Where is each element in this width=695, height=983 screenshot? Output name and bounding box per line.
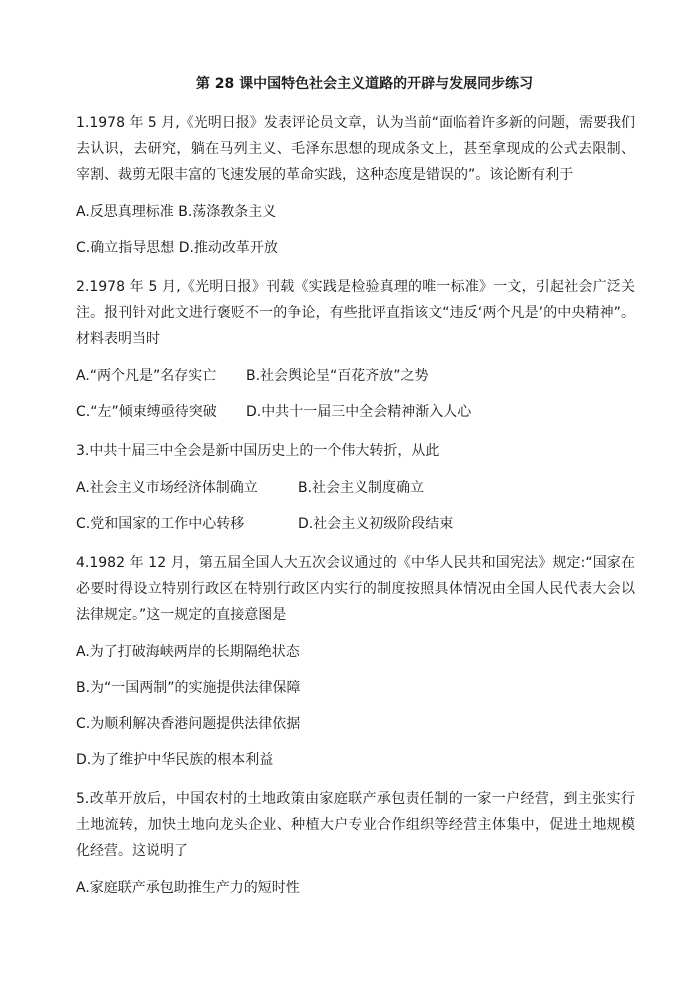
question-1 xyxy=(76,110,635,258)
question-1-stem: 1.1978 年 5 月,《光明日报》发表评论员文章，认为当前“面临着许多新的问题，需要我们去认识，去研究，躺在马列主义、毛泽东思想的现成条文上，甚至拿现成的公式去限制、宰割、裁剪无限丰富的飞速发展的革命实践，这种态度是错误的”。该论断有利于 xyxy=(76,115,635,183)
question-3-option-a: A.社会主义市场经济体制确立 xyxy=(76,480,258,496)
question-1-option-d: D.推动改革开放 xyxy=(178,240,278,256)
question-2-options-cd xyxy=(76,402,635,422)
question-4 xyxy=(76,550,635,770)
question-3 xyxy=(76,438,635,534)
question-3-option-c: C.党和国家的工作中心转移 xyxy=(76,516,245,532)
question-2 xyxy=(76,274,635,422)
question-3-option-b: B.社会主义制度确立 xyxy=(298,480,425,496)
question-4-option-c: C.为顺利解决香港问题提供法律依据 xyxy=(76,716,301,732)
question-2-option-d: D.中共十一届三中全会精神渐入人心 xyxy=(246,404,472,420)
question-4-option-a: A.为了打破海峡两岸的长期隔绝状态 xyxy=(76,644,300,660)
question-5 xyxy=(76,786,635,898)
question-5-option-a: A.家庭联产承包助推生产力的短时性 xyxy=(76,880,300,896)
question-2-options-ab xyxy=(76,366,635,386)
question-4-option-b: B.为“一国两制”的实施提供法律保障 xyxy=(76,680,301,696)
question-1-option-c: C.确立指导思想 xyxy=(76,240,175,256)
question-5-stem: 5.改革开放后，中国农村的土地政策由家庭联产承包责任制的一家一户经营，到主张实行土地流转，加快土地向龙头企业、种植大户专业合作组织等经营主体集中，促进土地规模化经营。这说明了 xyxy=(76,791,635,859)
question-3-option-d: D.社会主义初级阶段结束 xyxy=(298,516,454,532)
question-1-option-b: B.荡涤教条主义 xyxy=(178,204,277,220)
question-1-options-cd xyxy=(76,238,635,258)
question-3-options-cd xyxy=(76,514,635,534)
question-2-option-c: C.“左”倾束缚亟待突破 xyxy=(76,404,217,420)
question-2-option-a: A.“两个凡是”名存实亡 xyxy=(76,368,217,384)
question-3-stem: 3.中共十届三中全会是新中国历史上的一个伟大转折，从此 xyxy=(76,443,440,459)
question-2-stem: 2.1978 年 5 月,《光明日报》刊载《实践是检验真理的唯一标准》一文，引起社会广泛关注。报刊针对此文进行褒贬不一的争论，有些批评直指该文“违反‘两个凡是’的中央精神”。材料表明当时 xyxy=(76,279,635,347)
page-title: 第 28 课中国特色社会主义道路的开辟与发展同步练习 xyxy=(195,76,534,92)
question-1-options-ab xyxy=(76,202,635,222)
question-2-option-b: B.社会舆论呈“百花齐放”之势 xyxy=(246,368,429,384)
question-4-option-d: D.为了维护中华民族的根本利益 xyxy=(76,752,274,768)
question-4-stem: 4.1982 年 12 月，第五届全国人大五次会议通过的《中华人民共和国宪法》规定:“国家在必要时得设立特别行政区在特别行政区内实行的制度按照具体情况由全国人民代表大会以法律规定。”这一规定的直接意图是 xyxy=(76,555,635,623)
question-1-option-a: A.反思真理标准 xyxy=(76,204,174,220)
question-3-options-ab xyxy=(76,478,635,498)
